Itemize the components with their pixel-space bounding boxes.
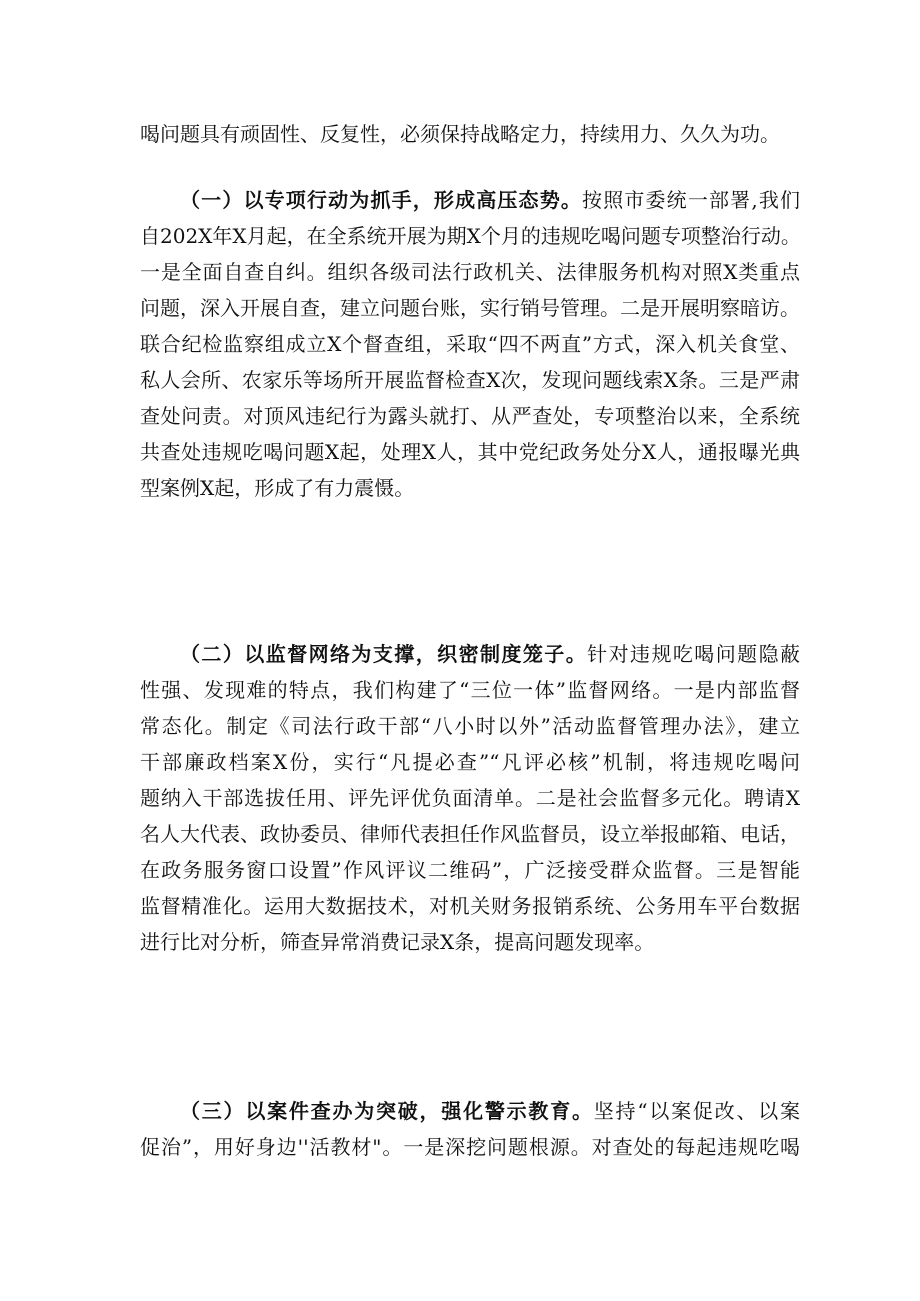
section-heading: （二）以监督网络为支撑，织密制度笼子。 [180, 642, 588, 666]
text-run: 坚持“以案促改、以案 [593, 1099, 801, 1123]
text-line: 在政务服务窗口设置”作风评议二维码”，广泛接受群众监督。三是智能 [140, 858, 800, 882]
text-run: 针对违规吃喝问题隐蔽 [587, 642, 801, 666]
text-line: 型案例X起，形成了有力震慑。 [140, 476, 415, 500]
text-line: 问题，深入开展自查，建立问题台账，实行销号管理。二是开展明察暗访。 [140, 296, 800, 320]
text-line: 自202X年X月起，在全系统开展为期X个月的违规吃喝问题专项整治行动。 [140, 224, 801, 248]
paragraph-section-3 [140, 1093, 800, 1165]
text-line: 性强、发现难的特点，我们构建了“三位一体”监督网络。一是内部监督 [140, 678, 800, 702]
text-run: 按照市委统一部署,我们 [582, 188, 801, 212]
section-heading: （三）以案件查办为突破，强化警示教育。 [180, 1099, 594, 1123]
text-line: 进行比对分析，筛查异常消费记录X条，提高问题发现率。 [140, 930, 655, 954]
text-line: 私人会所、农家乐等场所开展监督检查X次，发现问题线索X条。三是严肃 [140, 368, 800, 392]
paragraph-section-1 [140, 182, 800, 506]
text-line: 常态化。制定《司法行政干部“八小时以外”活动监督管理办法》，建立 [140, 714, 800, 738]
text-line: 干部廉政档案X份，实行“凡提必查”“凡评必核”机制，将违规吃喝问 [140, 750, 800, 774]
text-line: 喝问题具有顽固性、反复性，必须保持战略定力，持续用力、久久为功。 [140, 122, 780, 146]
text-line: 查处问责。对顶风违纪行为露头就打、从严查处，专项整治以来，全系统 [140, 404, 800, 428]
section-heading: （一）以专项行动为抓手，形成高压态势。 [180, 188, 583, 212]
paragraph-first-line [140, 636, 800, 672]
paragraph-first-line [140, 1093, 800, 1129]
text-line: 促治”，用好身边''活教材"。一是深挖问题根源。对查处的每起违规吃喝 [140, 1135, 800, 1159]
paragraph-section-2 [140, 636, 800, 960]
text-line: 联合纪检监察组成立X个督查组，采取“四不两直”方式，深入机关食堂、 [140, 332, 800, 356]
text-line: 一是全面自查自纠。组织各级司法行政机关、法律服务机构对照X类重点 [140, 260, 800, 284]
paragraph-first-line [140, 182, 800, 218]
text-line: 监督精准化。运用大数据技术，对机关财务报销系统、公务用车平台数据 [140, 894, 800, 918]
text-line: 名人大代表、政协委员、律师代表担任作风监督员，设立举报邮箱、电话， [140, 822, 800, 846]
text-line: 共查处违规吃喝问题X起，处理X人，其中党纪政务处分X人，通报曝光典 [140, 440, 800, 464]
paragraph-continuation [140, 116, 800, 152]
text-line: 题纳入干部选拔任用、评先评优负面清单。二是社会监督多元化。聘请X [140, 786, 800, 810]
